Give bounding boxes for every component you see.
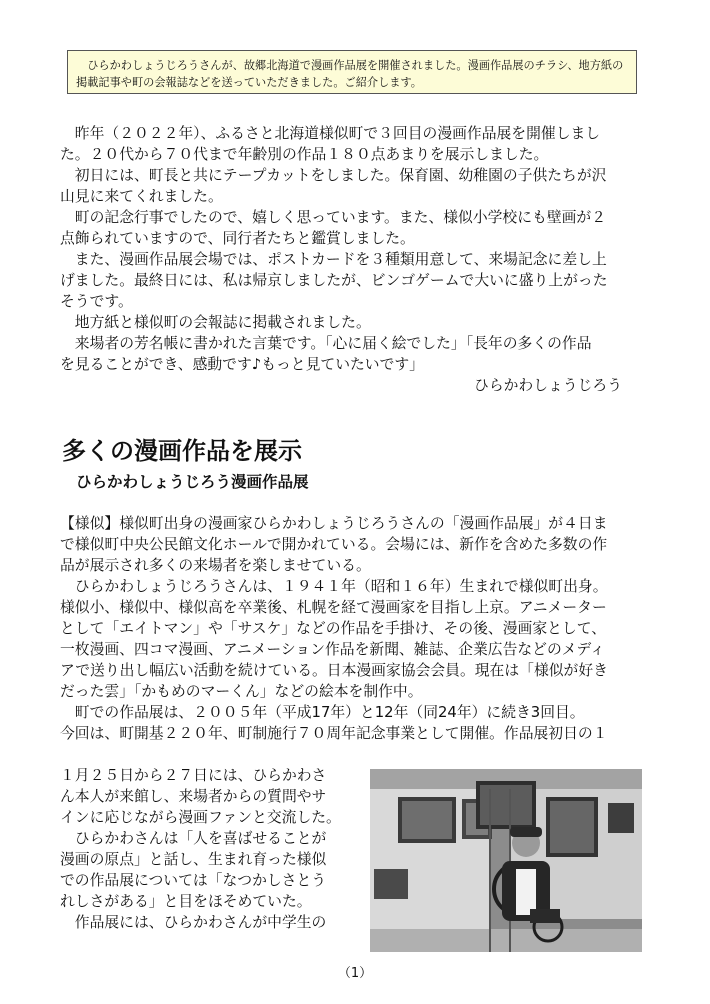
- article-line: ひらかわさんは「人を喜ばせることが: [74, 830, 327, 847]
- article-line: １月２５日から２７日には、ひらかわさ: [60, 767, 327, 784]
- exhibition-photo-drawing: [370, 769, 642, 952]
- article-line: として「エイトマン」や「サスケ」などの作品を手掛け、その後、漫画家として、: [60, 620, 607, 637]
- article-line: アで送り出し幅広い活動を続けている。日本漫画家協会会員。現在は「様似が好き: [60, 662, 608, 679]
- exhibition-photo: [370, 769, 642, 952]
- article-side-column: [60, 765, 365, 933]
- letter-line: 町の記念行事でしたので、嬉しく思っています。また、様似小学校にも壁画が２: [74, 209, 607, 226]
- page-number: （1）: [337, 966, 373, 981]
- article-line: だった雲」「かもめのマーくん」などの絵本を制作中。: [60, 683, 423, 700]
- article-line: 漫画の原点」と話し、生まれ育った様似: [60, 851, 327, 868]
- article-line: ひらかわしょうじろうさんは、１９４１年（昭和１６年）生まれで様似町出身。: [74, 578, 608, 595]
- article-line: 一枚漫画、四コマ漫画、アニメーション作品を新聞、雑誌、企業広告などのメディ: [60, 641, 605, 658]
- article-line: 様似小、様似中、様似高を卒業後、札幌を経て漫画家を目指し上京。アニメーター: [60, 599, 607, 616]
- intro-box: [67, 50, 637, 94]
- article-line: での作品展については「なつかしさとう: [60, 872, 327, 889]
- letter-line: た。２０代から７０代まで年齢別の作品１８０点あまりを展示しました。: [60, 146, 549, 163]
- article-subheadline: ひらかわしょうじろう漫画作品展: [76, 472, 309, 491]
- article-headline: 多くの漫画作品を展示: [62, 436, 302, 465]
- letter-line: 来場者の芳名帳に書かれた言葉です。「心に届く絵でした」「長年の多くの作品: [74, 335, 592, 352]
- article-line: で様似町中央公民館文化ホールで開かれている。会場には、新作を含めた多数の作: [60, 536, 608, 553]
- letter-line: げました。最終日には、私は帰京しましたが、ビンゴゲームで大いに盛り上がった: [60, 272, 608, 289]
- letter-line: を見ることができ、感動です♪もっと見ていたいです」: [60, 356, 424, 373]
- signature: ひらかわしょうじろう: [474, 377, 622, 394]
- article-line: ん本人が来館し、来場者からの質問やサ: [60, 788, 327, 805]
- letter-line: 山見に来てくれました。: [60, 188, 223, 205]
- article-line: れしさがある」と目をほそめていた。: [60, 893, 312, 910]
- article-line: 作品展には、ひらかわさんが中学生の: [74, 914, 327, 931]
- letter-line: 初日には、町長と共にテープカットをしました。保育園、幼稚園の子供たちが沢: [74, 167, 607, 184]
- letter-line: そうです。: [60, 293, 133, 310]
- article-line: 町での作品展は、２００５年（平成17年）と12年（同24年）に続き3回目。: [74, 704, 585, 721]
- article-line: インに応じながら漫画ファンと交流した。: [60, 809, 341, 826]
- article-line: 今回は、町開基２２０年、町制施行７０周年記念事業として開催。作品展初日の１: [60, 725, 608, 742]
- letter-line: また、漫画作品展会場では、ポストカードを３種類用意して、来場記念に差し上: [74, 251, 607, 268]
- intro-text: ひらかわしょうじろうさんが、故郷北海道で漫画作品展を開催されました。漫画作品展のチラシ、地方紙の掲載記事や町の会報誌などを送っていただきました。ご紹介します。: [76, 59, 624, 89]
- article-body: [60, 513, 660, 744]
- article-line: 【様似】様似町出身の漫画家ひらかわしょうじろうさんの「漫画作品展」が４日ま: [60, 515, 608, 532]
- letter-body: [60, 123, 660, 396]
- letter-line: 点飾られていますので、同行者たちと鑑賞しました。: [60, 230, 415, 247]
- letter-line: 昨年（２０２２年）、ふるさと北海道様似町で３回目の漫画作品展を開催しまし: [74, 125, 601, 142]
- letter-line: 地方紙と様似町の会報誌に掲載されました。: [74, 314, 371, 331]
- article-line: 品が展示され多くの来場者を楽しませている。: [60, 557, 371, 574]
